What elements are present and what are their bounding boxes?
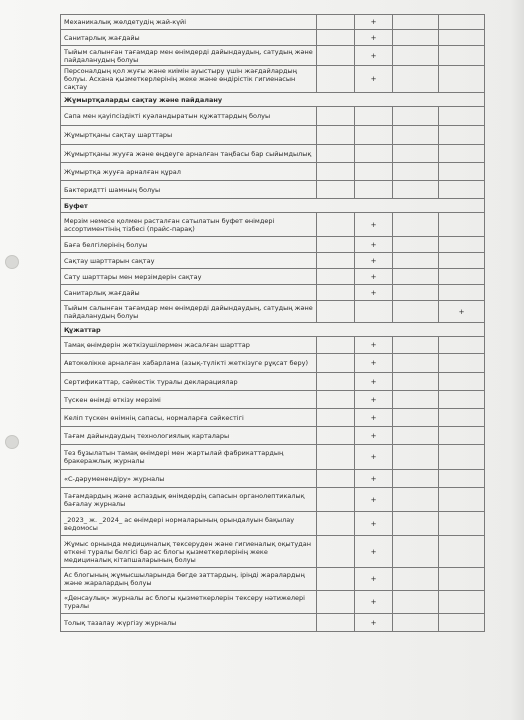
mark-cell — [439, 285, 485, 301]
mark-cell: + — [355, 373, 393, 391]
table-row — [61, 614, 485, 632]
mark-cell — [355, 301, 393, 323]
table-row — [61, 409, 485, 427]
mark-cell — [393, 126, 439, 145]
mark-cell — [393, 163, 439, 181]
section-header-row — [61, 199, 485, 213]
table-row — [61, 285, 485, 301]
mark-cell — [393, 181, 439, 199]
mark-cell — [317, 591, 355, 614]
mark-cell — [439, 391, 485, 409]
mark-cell — [393, 285, 439, 301]
row-label: Санитарлық жағдайы — [61, 285, 317, 301]
mark-cell — [393, 107, 439, 126]
mark-cell — [393, 614, 439, 632]
mark-cell: + — [355, 46, 393, 66]
mark-cell — [393, 237, 439, 253]
row-label: Түскен өнімді өткізу мерзімі — [61, 391, 317, 409]
row-label: Сақтау шарттарын сақтау — [61, 253, 317, 269]
mark-cell: + — [439, 301, 485, 323]
mark-cell — [355, 181, 393, 199]
mark-cell: + — [355, 470, 393, 488]
mark-cell — [393, 445, 439, 470]
mark-cell — [317, 285, 355, 301]
mark-cell — [439, 181, 485, 199]
mark-cell — [439, 536, 485, 568]
mark-cell — [439, 427, 485, 445]
mark-cell — [439, 66, 485, 93]
mark-cell — [393, 301, 439, 323]
inspection-checklist-table — [60, 14, 485, 632]
mark-cell — [393, 568, 439, 591]
mark-cell — [393, 354, 439, 373]
table-row — [61, 237, 485, 253]
mark-cell — [317, 66, 355, 93]
mark-cell — [317, 614, 355, 632]
mark-cell — [439, 145, 485, 163]
mark-cell — [355, 126, 393, 145]
mark-cell — [439, 269, 485, 285]
mark-cell: + — [355, 66, 393, 93]
mark-cell — [317, 391, 355, 409]
row-label: Сапа мен қауіпсіздікті куәландыратын құжаттардың болуы — [61, 107, 317, 126]
mark-cell — [439, 30, 485, 46]
table-row — [61, 181, 485, 199]
mark-cell — [317, 163, 355, 181]
row-label: Тыйым салынған тағамдар мен өнімдерді дайындаудың, сатудың және пайдаланудың болуы — [61, 46, 317, 66]
table-row — [61, 253, 485, 269]
table-row — [61, 66, 485, 93]
row-label: Толық тазалау жүргізу журналы — [61, 614, 317, 632]
mark-cell — [439, 614, 485, 632]
mark-cell — [439, 107, 485, 126]
mark-cell: + — [355, 591, 393, 614]
table-row — [61, 269, 485, 285]
mark-cell: + — [355, 568, 393, 591]
table-row — [61, 145, 485, 163]
mark-cell — [355, 145, 393, 163]
mark-cell — [355, 163, 393, 181]
row-label: Жұмыртқаны жууға және өңдеуге арналған таңбасы бар сыйымдылық — [61, 145, 317, 163]
mark-cell — [317, 269, 355, 285]
table-row — [61, 427, 485, 445]
mark-cell — [317, 301, 355, 323]
punch-hole-icon — [5, 435, 19, 449]
punch-hole-icon — [5, 255, 19, 269]
mark-cell — [439, 46, 485, 66]
table-row — [61, 488, 485, 512]
mark-cell — [393, 427, 439, 445]
row-label: Келіп түскен өнімнің сапасы, нормаларға сәйкестігі — [61, 409, 317, 427]
table-row — [61, 391, 485, 409]
mark-cell — [393, 488, 439, 512]
mark-cell: + — [355, 337, 393, 354]
mark-cell — [393, 145, 439, 163]
mark-cell: + — [355, 30, 393, 46]
mark-cell — [439, 213, 485, 237]
mark-cell — [317, 409, 355, 427]
mark-cell — [439, 15, 485, 30]
mark-cell — [317, 536, 355, 568]
mark-cell — [317, 354, 355, 373]
mark-cell: + — [355, 269, 393, 285]
section-header-row — [61, 93, 485, 107]
section-header-row — [61, 323, 485, 337]
mark-cell: + — [355, 512, 393, 536]
mark-cell: + — [355, 15, 393, 30]
mark-cell — [393, 253, 439, 269]
section-title: Құжаттар — [61, 323, 485, 337]
mark-cell — [393, 269, 439, 285]
table-row — [61, 373, 485, 391]
mark-cell — [393, 15, 439, 30]
mark-cell — [317, 46, 355, 66]
row-label: Сату шарттары мен мерзімдерін сақтау — [61, 269, 317, 285]
mark-cell — [317, 512, 355, 536]
mark-cell — [439, 512, 485, 536]
mark-cell: + — [355, 391, 393, 409]
mark-cell: + — [355, 536, 393, 568]
table-row — [61, 107, 485, 126]
table-row — [61, 445, 485, 470]
row-label: Механикалық жөлдетудің жай-күйі — [61, 15, 317, 30]
table-row — [61, 568, 485, 591]
mark-cell — [439, 354, 485, 373]
mark-cell — [317, 237, 355, 253]
table-row — [61, 591, 485, 614]
row-label: Жұмыртқа жууға арналған құрал — [61, 163, 317, 181]
checklist-body — [61, 15, 485, 632]
mark-cell — [317, 427, 355, 445]
table-row — [61, 30, 485, 46]
mark-cell: + — [355, 445, 393, 470]
mark-cell — [393, 409, 439, 427]
mark-cell — [393, 591, 439, 614]
mark-cell — [393, 470, 439, 488]
row-label: Мерзім немесе қолмен расталған сатылатын буфет өнімдері ассортиментінің тізбесі (прайс-парақ) — [61, 213, 317, 237]
row-label: _2023_ ж. _2024_ ас өнімдері нормаларының орындалуын бақылау ведомосы — [61, 512, 317, 536]
mark-cell — [355, 107, 393, 126]
table-row — [61, 536, 485, 568]
mark-cell — [317, 145, 355, 163]
table-row — [61, 512, 485, 536]
mark-cell — [439, 488, 485, 512]
mark-cell — [439, 253, 485, 269]
page-edge-shadow — [510, 0, 524, 720]
row-label: Тез бұзылатын тамақ өнімдері мен жартылай фабрикаттардың бракеражлық журналы — [61, 445, 317, 470]
mark-cell — [317, 470, 355, 488]
table-row — [61, 301, 485, 323]
mark-cell — [317, 107, 355, 126]
section-title: Буфет — [61, 199, 485, 213]
mark-cell — [393, 512, 439, 536]
mark-cell — [439, 409, 485, 427]
table-row — [61, 15, 485, 30]
table-row — [61, 337, 485, 354]
mark-cell — [317, 126, 355, 145]
mark-cell — [439, 470, 485, 488]
mark-cell: + — [355, 427, 393, 445]
mark-cell — [317, 253, 355, 269]
row-label: Баға белгілерінің болуы — [61, 237, 317, 253]
mark-cell — [393, 536, 439, 568]
mark-cell — [439, 591, 485, 614]
table-row — [61, 126, 485, 145]
mark-cell — [439, 445, 485, 470]
row-label: Жұмыс орнында медициналық тексеруден және гигиеналық оқытудан өткені туралы белгісі бар ас блогы қызметкерлерінің жеке медициналық кітапшаларының болуы — [61, 536, 317, 568]
section-title: Жұмыртқаларды сақтау және пайдалану — [61, 93, 485, 107]
row-label: «Денсаулық» журналы ас блогы қызметкерлерін тексеру нәтижелері туралы — [61, 591, 317, 614]
mark-cell — [439, 163, 485, 181]
row-label: Бактеридтті шамның болуы — [61, 181, 317, 199]
row-label: Тағамдардың және аспаздық өнімдердің сапасын органолептикалық бағалау журналы — [61, 488, 317, 512]
row-label: Ас блогының жұмысшыларында бөгде заттардың, іріңді жаралардың және жаралардың болуы — [61, 568, 317, 591]
mark-cell — [393, 213, 439, 237]
mark-cell — [393, 337, 439, 354]
table-row — [61, 163, 485, 181]
mark-cell: + — [355, 285, 393, 301]
mark-cell — [317, 337, 355, 354]
table-row — [61, 46, 485, 66]
mark-cell: + — [355, 614, 393, 632]
mark-cell — [439, 568, 485, 591]
mark-cell — [317, 213, 355, 237]
mark-cell — [317, 445, 355, 470]
mark-cell: + — [355, 354, 393, 373]
mark-cell: + — [355, 488, 393, 512]
row-label: Тағам дайындаудың технологиялық карталары — [61, 427, 317, 445]
mark-cell — [439, 337, 485, 354]
mark-cell: + — [355, 409, 393, 427]
mark-cell: + — [355, 213, 393, 237]
table-row — [61, 213, 485, 237]
row-label: Жұмыртқаны сақтау шарттары — [61, 126, 317, 145]
mark-cell — [317, 15, 355, 30]
mark-cell: + — [355, 253, 393, 269]
mark-cell — [393, 66, 439, 93]
mark-cell — [393, 391, 439, 409]
mark-cell — [439, 126, 485, 145]
mark-cell — [439, 237, 485, 253]
mark-cell — [393, 373, 439, 391]
mark-cell: + — [355, 237, 393, 253]
row-label: «С-дәруменендіру» журналы — [61, 470, 317, 488]
mark-cell — [317, 568, 355, 591]
table-row — [61, 354, 485, 373]
mark-cell — [439, 373, 485, 391]
mark-cell — [393, 30, 439, 46]
row-label: Персоналдың қол жуғы және киімін ауыстыру үшін жағдайлардың болуы. Асхана қызметкерлерінің жеке және өндірістік гигиенасын сақтау — [61, 66, 317, 93]
row-label: Автокөлікке арналған хабарлама (азық-түлікті жеткізуге рұқсат беру) — [61, 354, 317, 373]
row-label: Санитарлық жағдайы — [61, 30, 317, 46]
mark-cell — [317, 488, 355, 512]
mark-cell — [317, 373, 355, 391]
row-label: Сертификаттар, сәйкестік туралы декларациялар — [61, 373, 317, 391]
mark-cell — [393, 46, 439, 66]
row-label: Тыйым салынған тағамдар мен өнімдерді дайындаудың, сатудың және пайдаланудың болуы — [61, 301, 317, 323]
mark-cell — [317, 181, 355, 199]
row-label: Тамақ өнімдерін жеткізушілермен жасалған шарттар — [61, 337, 317, 354]
table-row — [61, 470, 485, 488]
mark-cell — [317, 30, 355, 46]
